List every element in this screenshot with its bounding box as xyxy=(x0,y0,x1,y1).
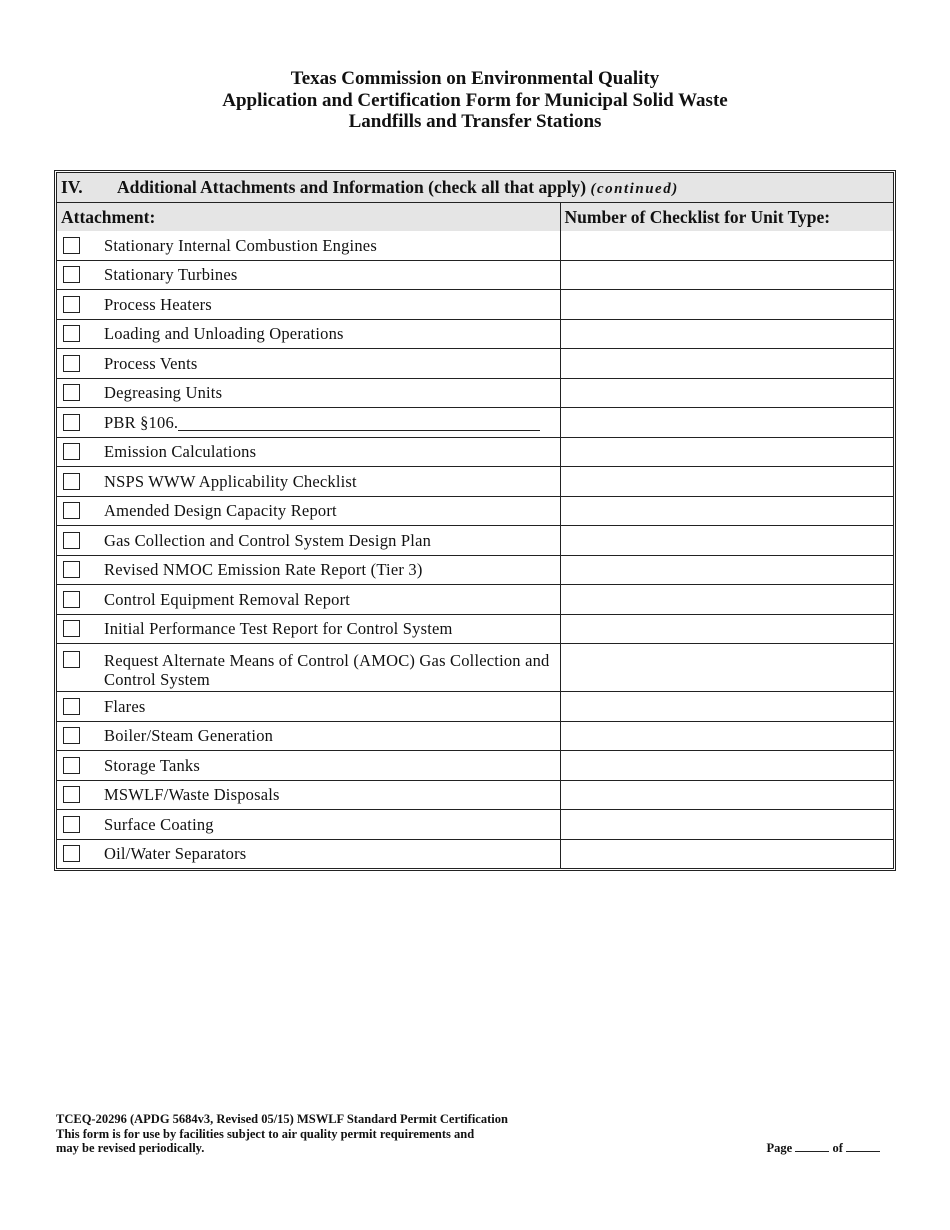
attachment-item xyxy=(57,590,560,609)
footer-note-2: may be revised periodically. xyxy=(56,1141,205,1155)
attachment-label: Control Equipment Removal Report xyxy=(104,589,351,609)
attachment-label: Process Vents xyxy=(104,353,198,373)
attachment-checkbox[interactable] xyxy=(63,698,80,715)
attachment-checkbox[interactable] xyxy=(63,816,80,833)
attachments-form xyxy=(54,170,896,871)
attachment-cell xyxy=(57,644,560,692)
attachment-item xyxy=(57,413,560,432)
attachment-item xyxy=(57,354,560,373)
table-row xyxy=(57,319,893,349)
attachment-label: Surface Coating xyxy=(104,814,214,834)
attachment-item xyxy=(57,785,560,804)
table-row xyxy=(57,408,893,438)
attachment-checkbox[interactable] xyxy=(63,237,80,254)
attachment-item xyxy=(57,324,560,343)
table-row xyxy=(57,231,893,260)
section-continued: (continued) xyxy=(590,181,679,197)
attachment-checkbox[interactable] xyxy=(63,502,80,519)
attachment-cell xyxy=(57,810,560,840)
attachment-item xyxy=(57,442,560,461)
attachment-cell xyxy=(57,319,560,349)
checklist-number-cell[interactable] xyxy=(560,437,893,467)
table-row xyxy=(57,496,893,526)
checklist-number-cell[interactable] xyxy=(560,408,893,438)
attachment-item xyxy=(57,472,560,491)
column-header-row xyxy=(57,203,893,232)
footer-note-1: This form is for use by facilities subject to air quality permit requirements and xyxy=(56,1126,475,1141)
attachment-item xyxy=(57,383,560,402)
attachment-item xyxy=(57,697,560,716)
attachment-item xyxy=(57,844,560,863)
table-row xyxy=(57,290,893,320)
checklist-number-cell[interactable] xyxy=(560,231,893,260)
attachment-cell xyxy=(57,614,560,644)
attachment-cell xyxy=(57,692,560,722)
checklist-number-cell[interactable] xyxy=(560,290,893,320)
attachment-item xyxy=(57,815,560,834)
attachment-cell xyxy=(57,780,560,810)
checklist-number-cell[interactable] xyxy=(560,614,893,644)
attachment-item xyxy=(57,619,560,638)
attachment-label: Revised NMOC Emission Rate Report (Tier 3) xyxy=(104,560,423,580)
checklist-number-cell[interactable] xyxy=(560,467,893,497)
attachment-column-header: Attachment: xyxy=(57,203,560,232)
attachment-label: MSWLF/Waste Disposals xyxy=(104,785,280,805)
attachment-cell xyxy=(57,231,560,260)
attachment-checkbox[interactable] xyxy=(63,651,80,668)
attachment-item xyxy=(57,756,560,775)
attachment-checkbox[interactable] xyxy=(63,266,80,283)
attachment-checkbox[interactable] xyxy=(63,296,80,313)
attachment-label: Request Alternate Means of Control (AMOC) Gas Collection and Control System xyxy=(104,651,550,689)
attachments-table xyxy=(57,173,893,868)
form-title-line-2: Application and Certification Form for Municipal Solid Waste xyxy=(222,89,728,111)
attachment-checkbox[interactable] xyxy=(63,620,80,637)
table-row xyxy=(57,810,893,840)
checklist-number-cell[interactable] xyxy=(560,751,893,781)
attachment-item xyxy=(57,560,560,579)
section-number: IV. xyxy=(61,177,83,197)
table-row xyxy=(57,721,893,751)
section-header xyxy=(57,173,893,203)
form-title-line-3: Landfills and Transfer Stations xyxy=(348,111,602,132)
table-row xyxy=(57,467,893,497)
table-row xyxy=(57,585,893,615)
table-row xyxy=(57,260,893,290)
attachment-label: Process Heaters xyxy=(104,294,212,314)
attachment-item xyxy=(57,236,560,255)
table-row xyxy=(57,526,893,556)
form-id: TCEQ-20296 (APDG 5684v3, Revised 05/15) MSWLF Standard Permit Certification xyxy=(56,1112,508,1126)
page-total-field[interactable] xyxy=(846,1140,880,1152)
attachment-cell xyxy=(57,467,560,497)
attachment-checkbox[interactable] xyxy=(63,414,80,431)
attachment-label: Emission Calculations xyxy=(104,442,257,462)
attachment-checkbox[interactable] xyxy=(63,384,80,401)
attachment-label: NSPS WWW Applicability Checklist xyxy=(104,471,357,491)
checklist-number-cell[interactable] xyxy=(560,644,893,692)
section-title: Additional Attachments and Information (check all that apply) xyxy=(117,177,587,197)
checklist-number-cell[interactable] xyxy=(560,319,893,349)
attachment-checkbox[interactable] xyxy=(63,727,80,744)
pbr-number-field[interactable] xyxy=(178,414,540,431)
attachment-cell xyxy=(57,290,560,320)
agency-name: Texas Commission on Environmental Quality xyxy=(290,68,660,89)
attachment-checkbox[interactable] xyxy=(63,473,80,490)
table-row xyxy=(57,751,893,781)
checklist-number-cell[interactable] xyxy=(560,585,893,615)
attachment-checkbox[interactable] xyxy=(63,532,80,549)
attachment-item xyxy=(57,646,560,689)
attachment-cell xyxy=(57,408,560,438)
attachment-cell xyxy=(57,751,560,781)
attachment-label: Gas Collection and Control System Design Plan xyxy=(104,530,432,550)
table-row xyxy=(57,349,893,379)
form-footer xyxy=(56,1112,508,1156)
attachment-cell xyxy=(57,260,560,290)
attachment-cell xyxy=(57,526,560,556)
attachment-label: Flares xyxy=(104,696,146,716)
checklist-number-cell[interactable] xyxy=(560,526,893,556)
attachment-checkbox[interactable] xyxy=(63,757,80,774)
attachment-checkbox[interactable] xyxy=(63,845,80,862)
table-row xyxy=(57,555,893,585)
page-label: Page xyxy=(766,1141,793,1155)
attachment-cell xyxy=(57,378,560,408)
checklist-number-cell[interactable] xyxy=(560,810,893,840)
table-row xyxy=(57,378,893,408)
checklist-number-cell[interactable] xyxy=(560,692,893,722)
attachment-cell xyxy=(57,349,560,379)
attachment-label: Degreasing Units xyxy=(104,383,223,403)
table-row xyxy=(57,614,893,644)
table-row xyxy=(57,644,893,692)
attachment-item xyxy=(57,726,560,745)
attachment-checkbox[interactable] xyxy=(63,591,80,608)
checklist-number-cell[interactable] xyxy=(560,555,893,585)
checklist-number-cell[interactable] xyxy=(560,721,893,751)
checklist-number-cell[interactable] xyxy=(560,349,893,379)
page-of-label: of xyxy=(832,1141,843,1155)
attachment-label: Amended Design Capacity Report xyxy=(104,501,337,521)
attachment-cell xyxy=(57,555,560,585)
table-row xyxy=(57,437,893,467)
checklist-column-header: Number of Checklist for Unit Type: xyxy=(560,203,893,232)
attachment-item xyxy=(57,531,560,550)
attachment-label: Initial Performance Test Report for Control System xyxy=(104,619,453,639)
table-row xyxy=(57,692,893,722)
attachment-label: Stationary Turbines xyxy=(104,265,238,285)
attachment-cell xyxy=(57,437,560,467)
checklist-number-cell[interactable] xyxy=(560,260,893,290)
attachment-label: PBR §106. xyxy=(104,412,179,432)
attachment-cell xyxy=(57,585,560,615)
attachment-cell xyxy=(57,496,560,526)
attachment-label: Loading and Unloading Operations xyxy=(104,324,344,344)
checklist-number-cell[interactable] xyxy=(560,378,893,408)
attachment-label: Storage Tanks xyxy=(104,755,201,775)
attachment-item xyxy=(57,295,560,314)
attachment-label: Stationary Internal Combustion Engines xyxy=(104,235,377,255)
table-row xyxy=(57,839,893,868)
attachment-label: Oil/Water Separators xyxy=(104,844,247,864)
checklist-number-cell[interactable] xyxy=(560,780,893,810)
attachment-checkbox[interactable] xyxy=(63,786,80,803)
attachment-checkbox[interactable] xyxy=(63,443,80,460)
attachment-label: Boiler/Steam Generation xyxy=(104,726,274,746)
form-title xyxy=(0,68,950,133)
table-row xyxy=(57,780,893,810)
page-number xyxy=(767,1140,880,1156)
checklist-number-cell[interactable] xyxy=(560,496,893,526)
attachment-item xyxy=(57,265,560,284)
attachment-cell xyxy=(57,721,560,751)
attachment-item xyxy=(57,501,560,520)
attachment-checkbox[interactable] xyxy=(63,355,80,372)
attachment-cell xyxy=(57,839,560,868)
attachment-checkbox[interactable] xyxy=(63,325,80,342)
checklist-number-cell[interactable] xyxy=(560,839,893,868)
attachment-checkbox[interactable] xyxy=(63,561,80,578)
page-current-field[interactable] xyxy=(795,1140,829,1152)
